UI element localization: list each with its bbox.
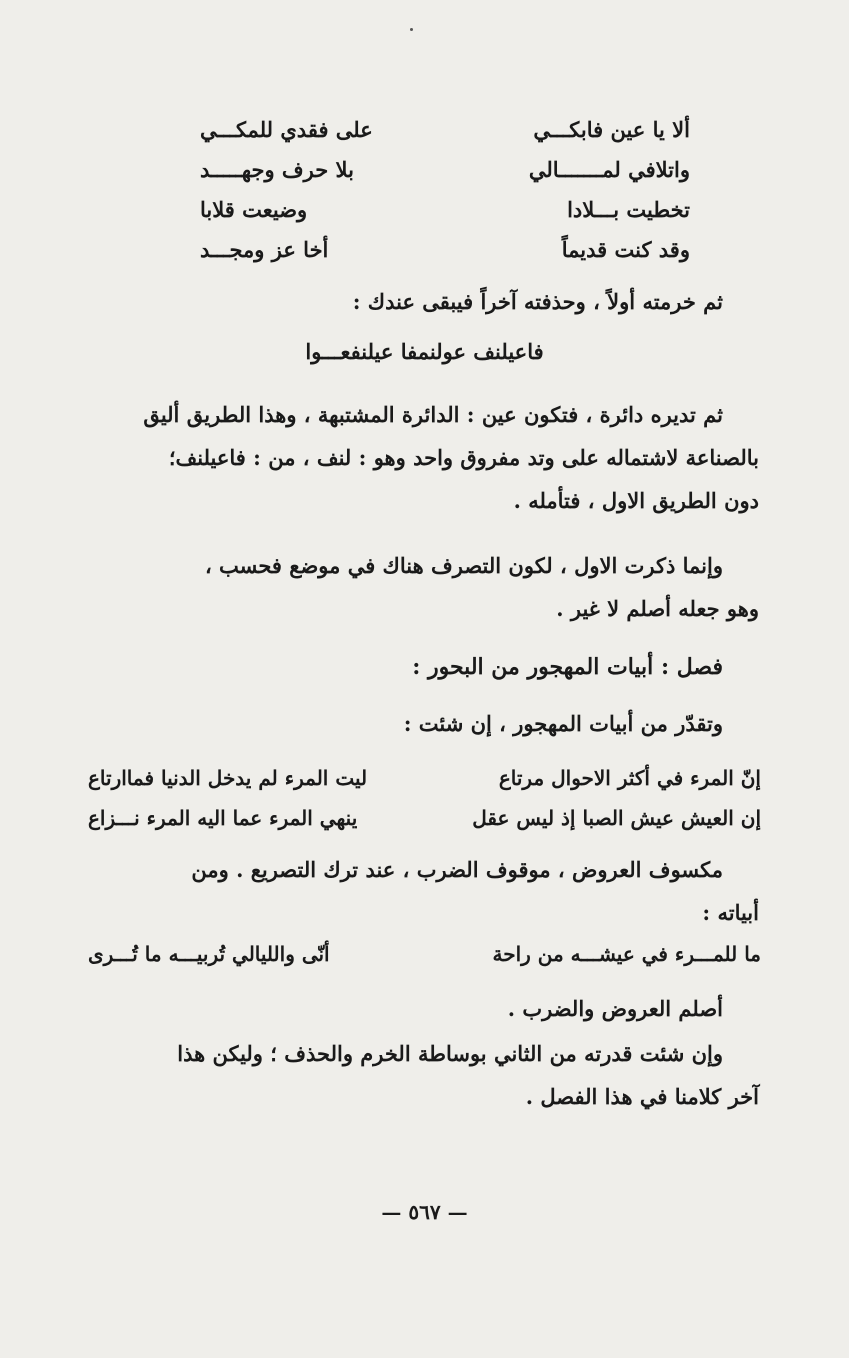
poem-hemistich-first: ألا يا عين فابكـــي bbox=[533, 117, 690, 142]
poem-line bbox=[200, 190, 690, 230]
paragraph-line: وإن شئت قدرته من الثاني بوساطة الخرم والحذف ؛ وليكن هذا bbox=[177, 1041, 723, 1066]
paragraph-line: ثم تديره دائرة ، فتكون عين : الدائرة المشتبهة ، وهذا الطريق أليق bbox=[143, 402, 723, 427]
verse-second-half: أنّى والليالي تُربيـــه ما تُـــرى bbox=[88, 942, 330, 966]
verse-first-half: إنّ المرء في أكثر الاحوال مرتاع bbox=[498, 766, 761, 790]
poem-hemistich-second: على فقدي للمكـــي bbox=[200, 117, 373, 142]
meter-pattern: فاعيلنف عولنمفا عيلنفعـــوا bbox=[305, 339, 544, 364]
verse-line bbox=[88, 936, 761, 972]
verse-line bbox=[88, 800, 761, 836]
section-heading: فصل : أبيات المهجور من البحور : bbox=[412, 654, 723, 680]
text-line: ثم خرمته أولاً ، وحذفته آخراً فيبقى عندك : bbox=[352, 289, 723, 314]
poem-hemistich-first: واتلافي لمـــــــالي bbox=[528, 157, 690, 182]
poem-hemistich-second: أخا عز ومجـــد bbox=[200, 237, 329, 262]
poem-line bbox=[200, 230, 690, 270]
paragraph-line: وإنما ذكرت الاول ، لكون التصرف هناك في موضع فحسب ، bbox=[204, 553, 723, 578]
poem-hemistich-second: بلا حرف وجهـــــد bbox=[200, 157, 354, 182]
poem-hemistich-second: وضيعت قلابا bbox=[200, 197, 308, 222]
paragraph-line: آخر كلامنا في هذا الفصل . bbox=[525, 1084, 759, 1109]
poem-line bbox=[200, 110, 690, 150]
poem-hemistich-first: وقد كنت قديماً bbox=[561, 237, 690, 262]
poem-hemistich-first: تخطيت بـــلادا bbox=[567, 197, 690, 222]
paragraph-line: مكسوف العروض ، موقوف الضرب ، عند ترك التصريع . ومن bbox=[191, 857, 723, 882]
poem-line bbox=[200, 150, 690, 190]
paragraph-line: بالصناعة لاشتماله على وتد مفروق واحد وهو : لنف ، من : فاعيلنف؛ bbox=[168, 445, 759, 470]
poem-block bbox=[200, 110, 690, 270]
verse-second-half: ليت المرء لم يدخل الدنيا فماارتاع bbox=[88, 766, 368, 790]
paragraph-line: وتقدّر من أبيات المهجور ، إن شئت : bbox=[403, 711, 723, 736]
paragraph-line: أصلم العروض والضرب . bbox=[507, 996, 723, 1021]
verse-second-half: ينهي المرء عما اليه المرء نـــزاع bbox=[88, 806, 358, 830]
paragraph-line: دون الطريق الاول ، فتأمله . bbox=[513, 488, 759, 513]
paragraph-line: أبياته : bbox=[702, 900, 759, 925]
verse-line bbox=[88, 760, 761, 796]
verse-first-half: ما للمـــرء في عيشـــه من راحة bbox=[492, 942, 761, 966]
ink-speck bbox=[410, 28, 413, 31]
verse-first-half: إن العيش عيش الصبا إذ ليس عقل bbox=[472, 806, 761, 830]
paragraph-line: وهو جعله أصلم لا غير . bbox=[556, 596, 759, 621]
page-number: — ٥٦٧ — bbox=[381, 1200, 468, 1224]
